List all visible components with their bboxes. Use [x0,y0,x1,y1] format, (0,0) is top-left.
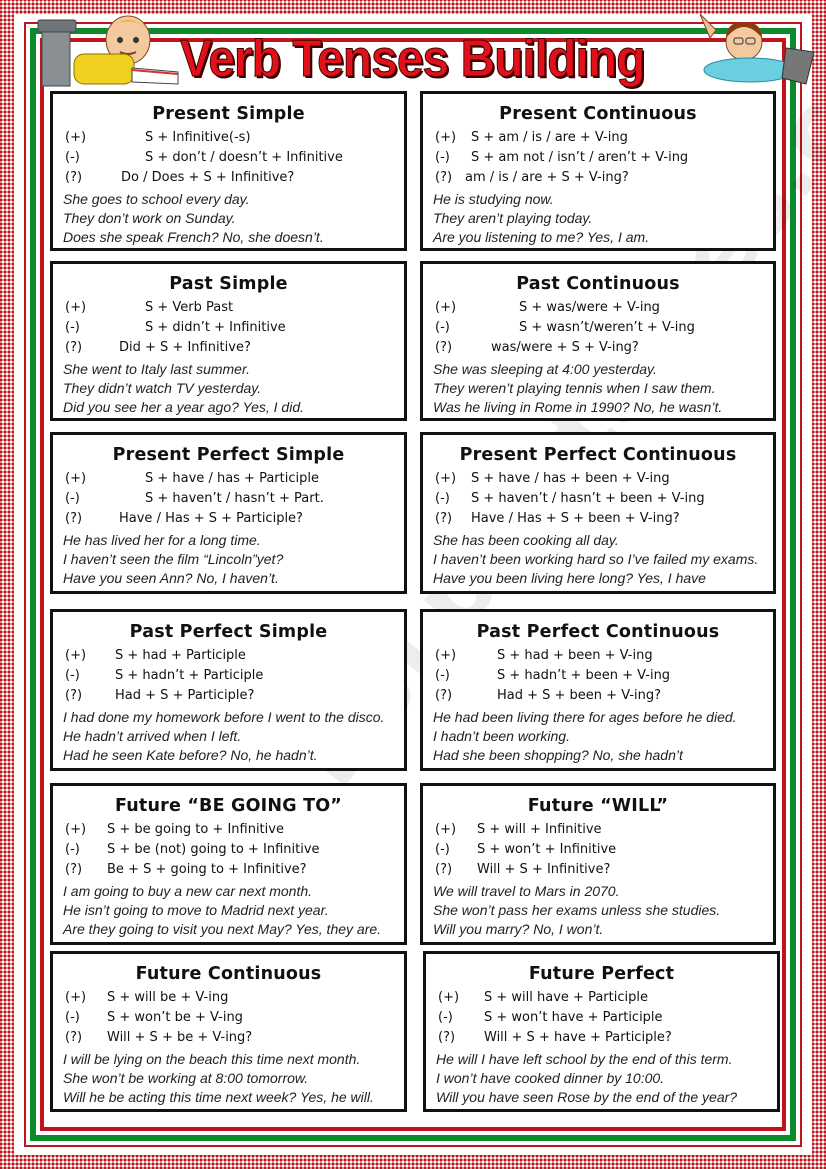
rule-formula: Do / Does + S + Infinitive? [121,170,295,185]
example-sentence: Have you seen Ann? No, I haven’t. [63,570,279,586]
rule-symbol: (?) [435,688,453,703]
example-sentence: She goes to school every day. [63,191,250,207]
example-sentence: They aren’t playing today. [433,210,593,226]
example-sentence: Will he be acting this time next week? Yes, he will. [63,1089,374,1105]
rule-formula: S + Verb Past [145,300,234,315]
rule-formula: Have / Has + S + been + V-ing? [471,511,680,526]
example-sentence: She won’t pass her exams unless she studies. [433,902,721,918]
tense-heading: Present Simple [152,104,305,124]
rule-symbol: (?) [65,340,83,355]
rule-symbol: (?) [65,688,83,703]
boy-reading-illustration [28,10,186,90]
rule-symbol: (-) [435,320,450,335]
example-sentence: She has been cooking all day. [433,532,619,548]
rule-symbol: (+) [65,648,87,663]
example-sentence: He will I have left school by the end of this term. [436,1051,733,1067]
tense-box [50,783,407,945]
example-sentence: They didn’t watch TV yesterday. [63,380,262,396]
example-sentence: I had done my homework before I went to the disco. [63,709,385,725]
rule-formula: am / is / are + S + V-ing? [465,170,629,185]
tense-box [50,432,407,594]
rule-symbol: (+) [435,300,457,315]
rule-formula: Will + S + Infinitive? [477,862,611,877]
rule-symbol: (?) [438,1030,456,1045]
example-sentence: Had he seen Kate before? No, he hadn’t. [63,747,318,763]
rule-formula: Be + S + going to + Infinitive? [107,862,307,877]
rule-formula: S + will + Infinitive [477,822,602,837]
rule-formula: S + won’t be + V-ing [107,1010,243,1025]
example-sentence: I haven’t seen the film “Lincoln”yet? [63,551,284,567]
tense-heading: Past Perfect Simple [129,622,328,642]
rule-symbol: (+) [65,130,87,145]
rule-symbol: (?) [435,340,453,355]
example-sentence: Had she been shopping? No, she hadn’t [433,747,683,763]
rule-symbol: (-) [435,668,450,683]
rule-symbol: (+) [65,822,87,837]
example-sentence: He has lived her for a long time. [63,532,261,548]
rule-formula: was/were + S + V-ing? [491,340,639,355]
rule-symbol: (?) [435,170,453,185]
rule-formula: S + be (not) going to + Infinitive [107,842,320,857]
tense-heading: Present Continuous [499,104,697,124]
rule-symbol: (+) [65,471,87,486]
rule-symbol: (-) [65,668,80,683]
tense-box [420,609,776,771]
tense-box [420,261,776,421]
rule-symbol: (+) [435,130,457,145]
tense-heading: Future Continuous [135,964,322,984]
example-sentence: Will you marry? No, I won’t. [433,921,604,937]
example-sentence: We will travel to Mars in 2070. [433,883,620,899]
example-sentence: Have you been living here long? Yes, I have [433,570,706,586]
example-sentence: Does she speak French? No, she doesn’t. [63,229,324,245]
example-sentence: He had been living there for ages before he died. [433,709,737,725]
tense-box [50,609,407,771]
rule-symbol: (+) [435,471,457,486]
rule-symbol: (?) [65,862,83,877]
rule-formula: S + haven’t / hasn’t + Part. [145,491,324,506]
rule-formula: S + hadn’t + Participle [115,668,264,683]
rule-formula: S + won’t have + Participle [484,1010,663,1025]
tense-box [420,432,776,594]
tense-box [50,261,407,421]
example-sentence: She went to Italy last summer. [63,361,250,377]
tense-heading: Future “WILL” [527,796,669,816]
rule-formula: Had + S + been + V-ing? [497,688,662,703]
rule-formula: S + haven’t / hasn’t + been + V-ing [471,491,705,506]
example-sentence: Will you have seen Rose by the end of the year? [436,1089,738,1105]
rule-symbol: (-) [435,842,450,857]
rule-formula: S + had + been + V-ing [497,648,653,663]
example-sentence: She was sleeping at 4:00 yesterday. [433,361,657,377]
tense-heading: Present Perfect Continuous [459,445,737,465]
rule-formula: S + had + Participle [115,648,246,663]
example-sentence: He hadn’t arrived when I left. [63,728,242,744]
rule-formula: S + be going to + Infinitive [107,822,284,837]
rule-symbol: (?) [435,511,453,526]
rule-formula: S + have / has + been + V-ing [471,471,670,486]
rule-formula: S + hadn’t + been + V-ing [497,668,671,683]
rule-symbol: (+) [435,822,457,837]
example-sentence: She won’t be working at 8:00 tomorrow. [63,1070,309,1086]
rule-symbol: (-) [438,1010,453,1025]
example-sentence: Did you see her a year ago? Yes, I did. [63,399,305,415]
rule-symbol: (-) [435,150,450,165]
rule-formula: S + will have + Participle [484,990,648,1005]
rule-symbol: (?) [435,862,453,877]
example-sentence: Was he living in Rome in 1990? No, he wasn’t. [433,399,723,415]
rule-formula: S + am / is / are + V-ing [471,130,628,145]
rule-formula: S + don’t / doesn’t + Infinitive [145,150,343,165]
tense-heading: Future “BE GOING TO” [114,796,342,816]
rule-symbol: (?) [65,170,83,185]
rule-formula: Have / Has + S + Participle? [119,511,303,526]
rule-formula: S + didn’t + Infinitive [145,320,286,335]
rule-symbol: (?) [65,511,83,526]
rule-formula: Will + S + have + Participle? [484,1030,672,1045]
rule-symbol: (-) [65,842,80,857]
tense-heading: Past Perfect Continuous [476,622,720,642]
rule-formula: S + was/were + V-ing [519,300,660,315]
rule-formula: S + won’t + Infinitive [477,842,617,857]
example-sentence: He is studying now. [433,191,554,207]
rule-symbol: (+) [438,990,460,1005]
rule-formula: Had + S + Participle? [115,688,255,703]
page-title: Verb Tenses Building [180,30,645,88]
rule-symbol: (+) [435,648,457,663]
rule-symbol: (?) [65,1030,83,1045]
rule-formula: S + will be + V-ing [107,990,229,1005]
rule-symbol: (-) [65,320,80,335]
rule-symbol: (-) [65,1010,80,1025]
example-sentence: I will be lying on the beach this time next month. [63,1051,361,1067]
tense-heading: Present Perfect Simple [112,445,345,465]
example-sentence: I hadn’t been working. [433,728,570,744]
rule-symbol: (+) [65,300,87,315]
tense-box [420,783,776,945]
example-sentence: I haven’t been working hard so I’ve failed my exams. [433,551,759,567]
tense-box [50,951,407,1112]
example-sentence: He isn’t going to move to Madrid next year. [63,902,329,918]
example-sentence: I won’t have cooked dinner by 10:00. [436,1070,665,1086]
rule-symbol: (-) [65,150,80,165]
rule-formula: Will + S + be + V-ing? [107,1030,253,1045]
tense-heading: Past Continuous [516,274,680,294]
example-sentence: They weren’t playing tennis when I saw them. [433,380,716,396]
tense-box [420,91,776,251]
rule-symbol: (-) [65,491,80,506]
tense-box [50,91,407,251]
rule-symbol: (+) [65,990,87,1005]
example-sentence: They don’t work on Sunday. [63,210,236,226]
example-sentence: Are you listening to me? Yes, I am. [433,229,650,245]
rule-formula: S + Infinitive(-s) [145,130,251,145]
rule-formula: S + wasn’t/weren’t + V-ing [519,320,695,335]
tense-heading: Past Simple [169,274,288,294]
rule-formula: S + have / has + Participle [145,471,319,486]
rule-formula: Did + S + Infinitive? [119,340,251,355]
tense-heading: Future Perfect [528,964,675,984]
rule-formula: S + am not / isn’t / aren’t + V-ing [471,150,689,165]
example-sentence: I am going to buy a new car next month. [63,883,313,899]
rule-symbol: (-) [435,491,450,506]
example-sentence: Are they going to visit you next May? Yes, they are. [63,921,382,937]
tense-box [423,951,780,1112]
